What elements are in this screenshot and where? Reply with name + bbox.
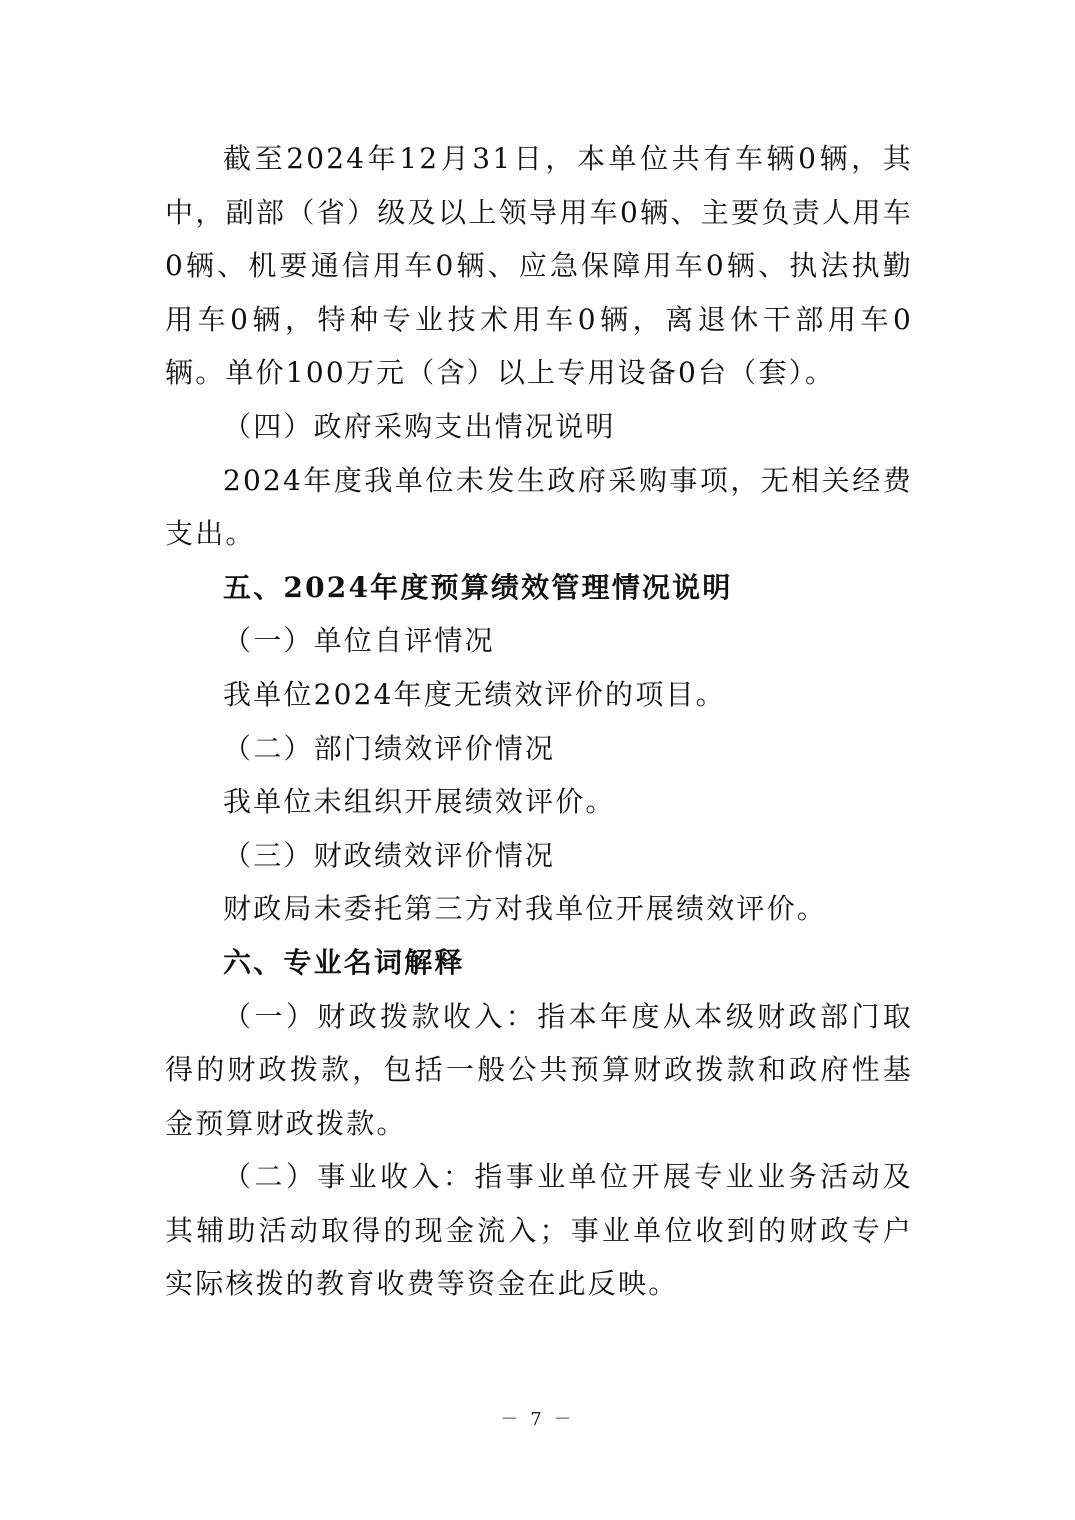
department-evaluation-paragraph: 我单位未组织开展绩效评价。	[223, 785, 616, 819]
finance-evaluation-paragraph: 财政局未委托第三方对我单位开展绩效评价。	[223, 892, 828, 926]
term-business-income-paragraph: （二）事业收入：指事业单位开展专业业务活动及其辅助活动取得的现金流入；事业单位收到的财政专户实际核拨的教育收费等资金在此反映。	[165, 1160, 913, 1301]
section-4-heading: （四）政府采购支出情况说明	[223, 409, 616, 443]
chapter-5-heading: 五、2024年度预算绩效管理情况说明	[223, 570, 733, 604]
document-body	[165, 132, 913, 1311]
subsection-2-heading: （二）部门绩效评价情况	[223, 731, 556, 765]
subsection-3-heading: （三）财政绩效评价情况	[223, 838, 556, 872]
subsection-1-heading: （一）单位自评情况	[223, 624, 495, 658]
self-evaluation-paragraph: 我单位2024年度无绩效评价的项目。	[223, 677, 726, 711]
page-number: － 7 －	[500, 1409, 575, 1430]
vehicle-info-paragraph: 截至2024年12月31日，本单位共有车辆0辆，其中，副部（省）级及以上领导用车0辆、主要负责人用车0辆、机要通信用车0辆、应急保障用车0辆、执法执勤用车0辆，特种专业技术用车0辆，离退休干部用车0辆。单价100万元（含）以上专用设备0台（套）。	[165, 142, 913, 390]
term-fiscal-appropriation-paragraph: （一）财政拨款收入：指本年度从本级财政部门取得的财政拨款，包括一般公共预算财政拨款和政府性基金预算财政拨款。	[165, 999, 913, 1140]
procurement-paragraph: 2024年度我单位未发生政府采购事项，无相关经费支出。	[165, 463, 913, 551]
chapter-6-heading: 六、专业名词解释	[223, 945, 465, 979]
